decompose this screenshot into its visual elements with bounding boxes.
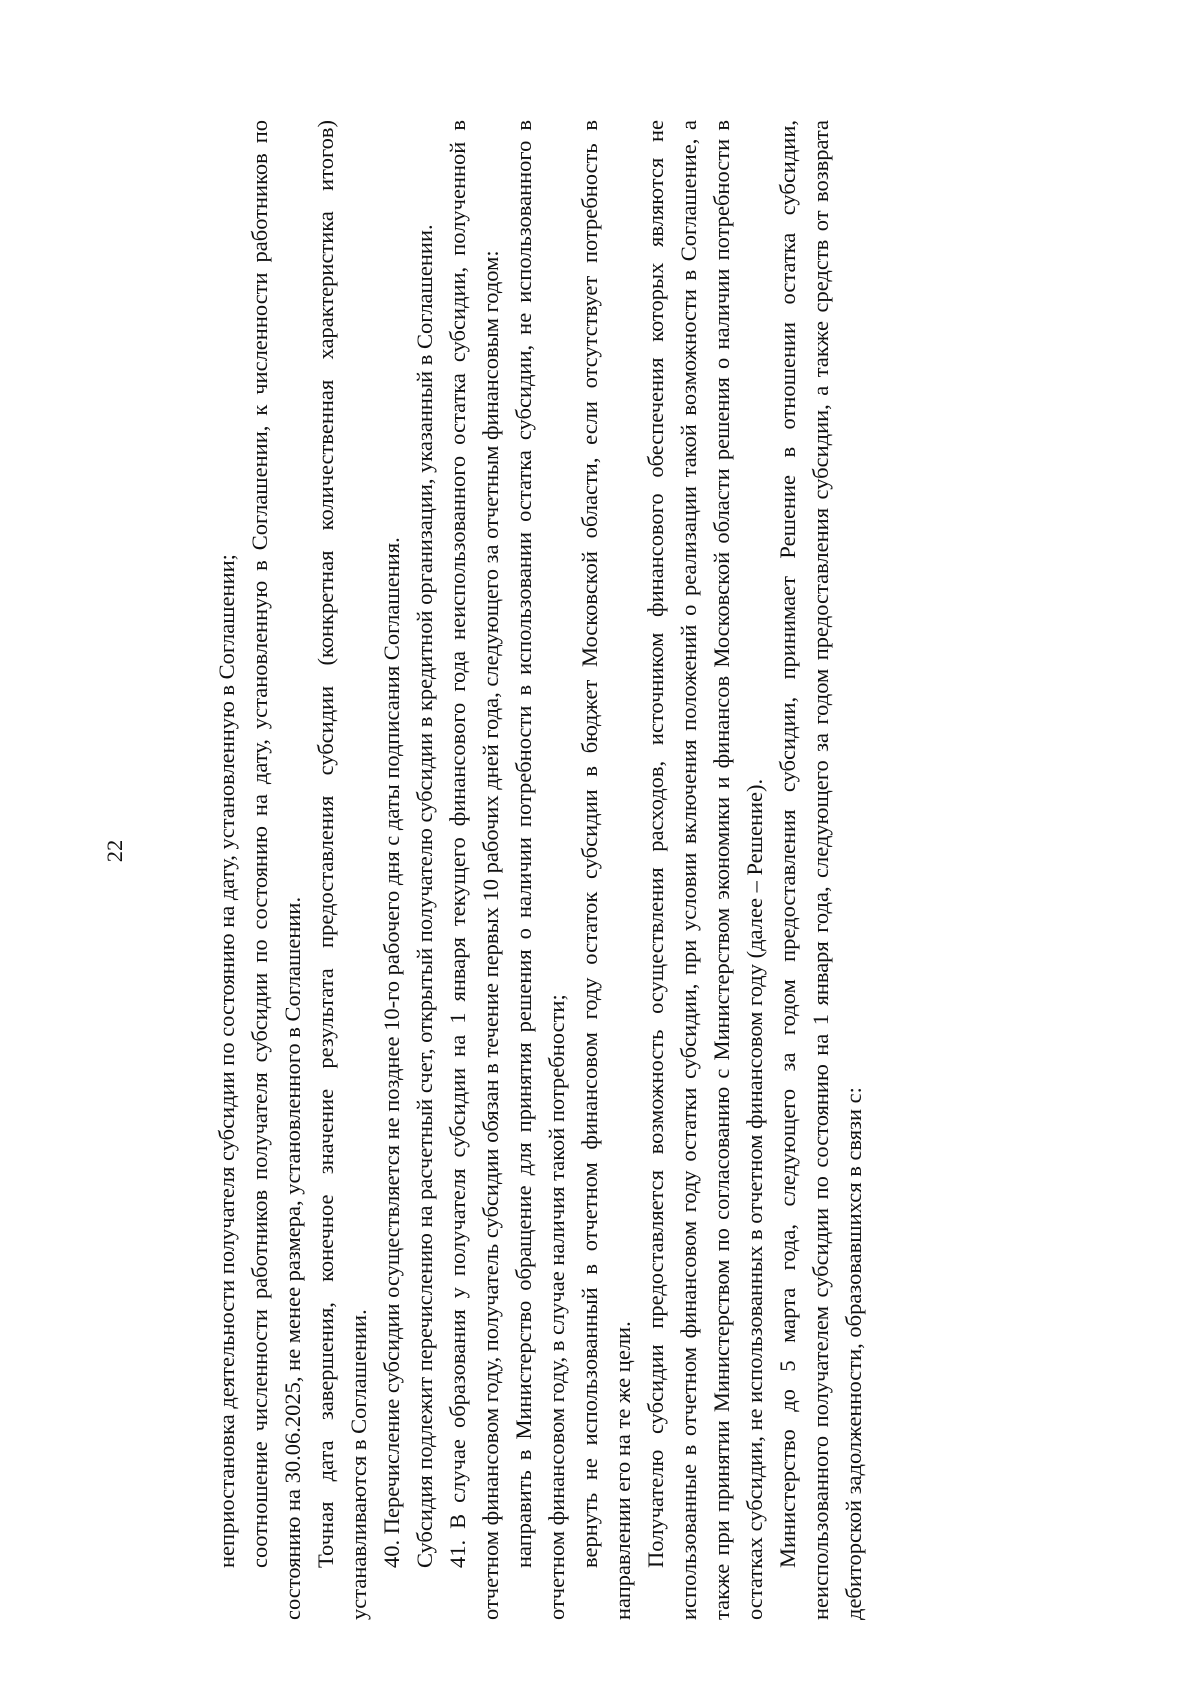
paragraph: Получателю субсидии предоставляется возможность осуществления расходов, источником финансового обеспечения которых являются не использованные в отчетном финансовом году остатки субсидии, при условии включения положений о реализации такой возможности в Соглашение, а также при принятии Министерством по согласованию с Министерством экономики и финансов Московской области решения о наличии потребности в остатках субсидии, не использованных в отчетном финансовом году (далее – Решение). bbox=[643, 120, 767, 1620]
paragraph: Субсидия подлежит перечислению на расчетный счет, открытый получателю субсидии в кредитной организации, указанный в Соглашении. bbox=[412, 224, 437, 1568]
page-number: 22 bbox=[102, 839, 127, 863]
paragraph: 41. В случае образования у получателя субсидии на 1 января текущего финансового года неиспользованного остатка субсидии, полученной в отчетном финансовом году, получатель субсидии обязан в течение первых 10 рабочих дней года, следующего за отчетным финансовым годом: bbox=[445, 120, 503, 1620]
paragraph: Точная дата завершения, конечное значение результата предоставления субсидии (конкретная количественная характеристика итогов) устанавливаются в Соглашении. bbox=[313, 120, 371, 1620]
paragraph: вернуть не использованный в отчетном финансовом году остаток субсидии в бюджет Московской области, если отсутствует потребность в направлении его на те же цели. bbox=[577, 120, 635, 1620]
paragraph: направить в Министерство обращение для принятия решения о наличии потребности в использовании остатка субсидии, не использованного в отчетном финансовом году, в случае наличия такой потребности; bbox=[511, 120, 569, 1620]
paragraph: неприостановка деятельности получателя субсидии по состоянию на дату, установленную в Соглашении; bbox=[214, 554, 239, 1568]
paragraph: соотношение численности работников получателя субсидии по состоянию на дату, установленную в Соглашении, к численности работников по состоянию на 30.06.2025, не менее размера, установленного в Соглашении. bbox=[247, 120, 305, 1620]
paragraph: 40. Перечисление субсидии осуществляется не позднее 10-го рабочего дня с даты подписания Соглашения. bbox=[379, 537, 404, 1568]
document-body bbox=[210, 120, 1030, 1620]
paragraph: Министерство до 5 марта года, следующего за годом предоставления субсидии, принимает Решение в отношении остатка субсидии, неиспользованного получателем субсидии по состоянию на 1 января года, следующего за годом предоставления субсидии, а также средств от возврата дебиторской задолженности, образовавшихся в связи с: bbox=[775, 120, 866, 1620]
